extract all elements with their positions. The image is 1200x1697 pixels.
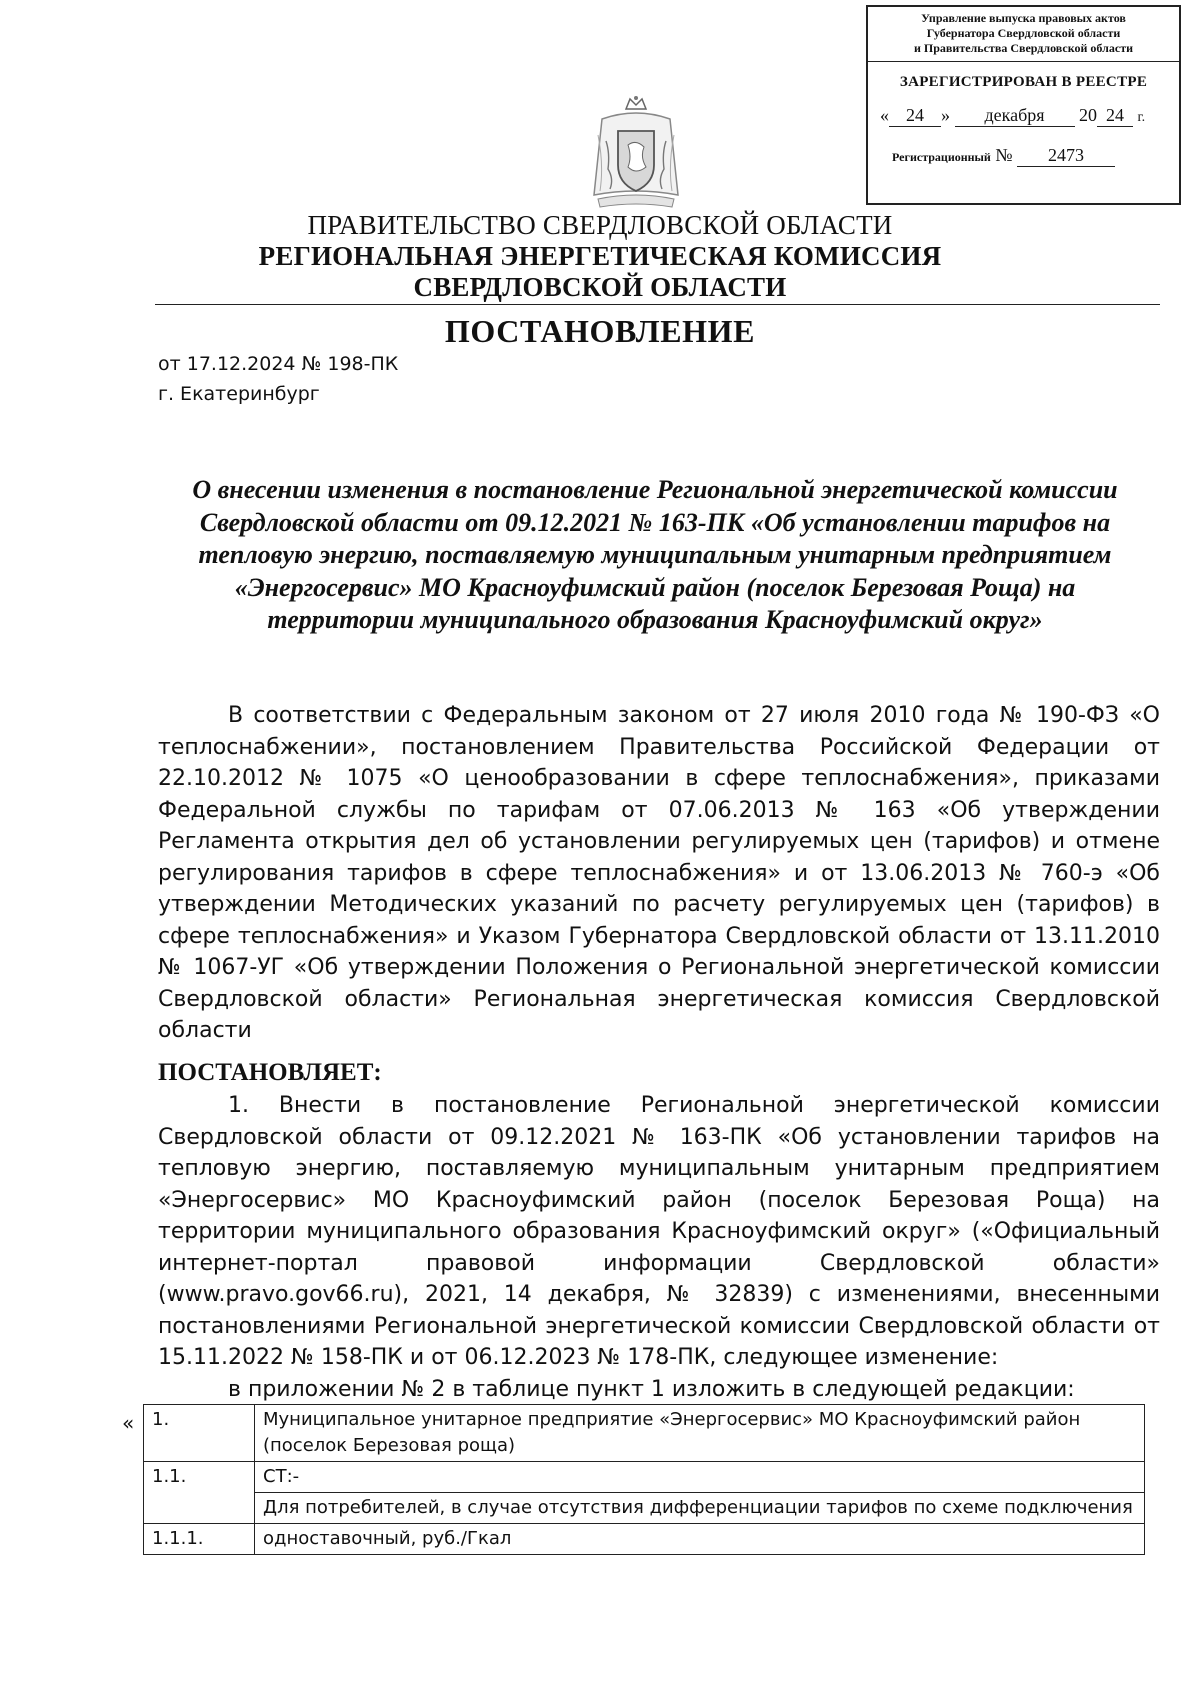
table-cell-number: 1.1.1. xyxy=(144,1524,255,1555)
document-date-number: от 17.12.2024 № 198-ПК xyxy=(158,353,399,375)
document-city: г. Екатеринбург xyxy=(158,383,320,405)
table-cell-text: одноставочный, руб./Гкал xyxy=(255,1524,1145,1555)
tariff-table xyxy=(143,1404,1145,1555)
table-row xyxy=(144,1462,1145,1493)
table-cell-text: Муниципальное унитарное предприятие «Энергосервис» МО Красноуфимский район (поселок Березовая роща) xyxy=(255,1405,1145,1462)
table-cell-text: Для потребителей, в случае отсутствия дифференциации тарифов по схеме подключения xyxy=(255,1493,1145,1524)
stamp-registration xyxy=(868,145,1179,167)
stamp-reg-no-sign: № xyxy=(995,145,1013,165)
table-cell-text: СТ:- xyxy=(255,1462,1145,1493)
stamp-close-quote: » xyxy=(941,105,950,125)
table-intro: в приложении № 2 в таблице пункт 1 изложить в следующей редакции: xyxy=(228,1377,1075,1402)
stamp-day: 24 xyxy=(889,105,941,127)
table-row xyxy=(144,1405,1145,1462)
stamp-title: ЗАРЕГИСТРИРОВАН В РЕЕСТРЕ xyxy=(899,74,1148,90)
table-row xyxy=(144,1493,1145,1524)
resolves-heading: ПОСТАНОВЛЯЕТ: xyxy=(158,1059,382,1086)
document-subject: О внесении изменения в постановление Региональной энергетической комиссии Свердловской области от 09.12.2021 № 163-ПК «Об установлении тарифов на тепловую энергию, поставляемую муниципальным унитарным предприятием «Энергосервис» МО Красноуфимский район (поселок Березовая Роща) на территории муниципального образования Красноуфимский округ» xyxy=(192,475,1118,634)
clause-1-text: 1. Внести в постановление Региональной энергетической комиссии Свердловской области от 09.12.2021 № 163-ПК «Об установлении тарифов на тепловую энергию, поставляемую муниципальным унитарным предприятием «Энергосервис» МО Красноуфимский район (поселок Березовая Роща) на территории муниципального образования Красноуфимский округ» («Официальный интернет-портал правовой информации Свердловской области» (www.pravo.gov66.ru), 2021, 14 декабря, № 32839) с изменениями, внесенными постановлениями Региональной энергетической комиссии Свердловской области от 15.11.2022 № 158-ПК и от 06.12.2023 № 178-ПК, следующее изменение: xyxy=(158,1093,1160,1370)
stamp-organization xyxy=(868,7,1179,62)
table-cell-number: 1.1. xyxy=(144,1462,255,1524)
stamp-year: 24 xyxy=(1097,105,1133,127)
government-name: ПРАВИТЕЛЬСТВО СВЕРДЛОВСКОЙ ОБЛАСТИ xyxy=(307,210,893,240)
table-row xyxy=(144,1524,1145,1555)
preamble-paragraph xyxy=(158,700,1160,1047)
stamp-month: декабря xyxy=(955,105,1075,127)
stamp-org-line: Управление выпуска правовых актов xyxy=(921,11,1126,25)
commission-region: СВЕРДЛОВСКОЙ ОБЛАСТИ xyxy=(413,272,787,302)
registration-stamp xyxy=(866,5,1181,205)
stamp-year-abbr: г. xyxy=(1137,110,1146,125)
stamp-org-line: Губернатора Свердловской области xyxy=(926,26,1121,40)
coat-of-arms-icon xyxy=(588,95,684,213)
stamp-year-prefix: 20 xyxy=(1079,105,1097,125)
table-open-quote: « xyxy=(122,1411,135,1435)
preamble-text: В соответствии с Федеральным законом от 27 июля 2010 года № 190-ФЗ «О теплоснабжении», постановлением Правительства Российской Федерации от 22.10.2012 № 1075 «О ценообразовании в сфере теплоснабжения», приказами Федеральной службы по тарифам от 07.06.2013 № 163 «Об утверждении Регламента открытия дел об установлении регулируемых цен (тарифов) и отмене регулирования тарифов в сфере теплоснабжения» и от 13.06.2013 № 760-э «Об утверждении Методических указаний по расчету регулируемых цен (тарифов) в сфере теплоснабжения» и Указом Губернатора Свердловской области от 13.11.2010 № 1067-УГ «Об утверждении Положения о Региональной энергетической комиссии Свердловской области» Региональная энергетическая комиссия Свердловской области xyxy=(158,703,1160,1043)
stamp-org-line: и Правительства Свердловской области xyxy=(914,41,1133,55)
document-type: ПОСТАНОВЛЕНИЕ xyxy=(444,313,756,349)
stamp-reg-label: Регистрационный xyxy=(892,150,991,164)
clause-1-paragraph xyxy=(158,1090,1160,1374)
stamp-date xyxy=(868,105,1179,127)
stamp-reg-number: 2473 xyxy=(1017,145,1115,167)
table-cell-number: 1. xyxy=(144,1405,255,1462)
stamp-open-quote: « xyxy=(880,105,889,125)
header-divider xyxy=(155,304,1160,305)
commission-name: РЕГИОНАЛЬНАЯ ЭНЕРГЕТИЧЕСКАЯ КОМИССИЯ xyxy=(258,241,942,271)
